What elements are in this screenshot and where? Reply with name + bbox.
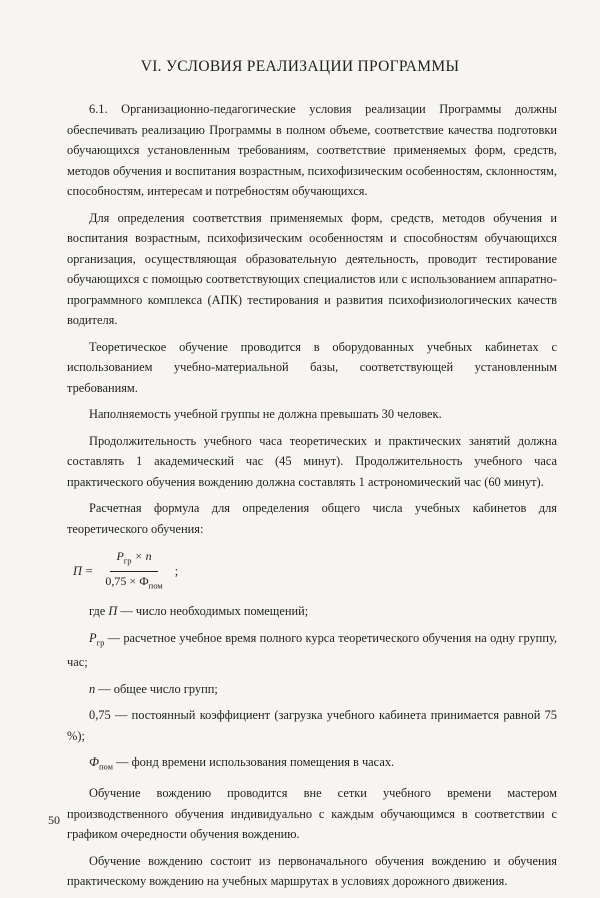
paragraph-hour-duration: Продолжительность учебного часа теоретических и практических занятий должна составлять 1 академический час (45 минут). Продолжительность учебного часа практического обучения вождению должна составлять 1 астрономический час (60 минут). [67, 433, 557, 489]
formula-tail: ; [174, 563, 179, 578]
paragraph-6-1: 6.1. Организационно-педагогические условия реализации Программы должны обеспечивать реализацию Программы в полном объеме, соответствие качества подготовки обучающихся установленным требованиям, соответствие применяемых форм, средств, методов обучения и воспитания возрастным, психофизическим особенностям, склонностям, способностям, интересам и потребностям обучающихся. [67, 102, 557, 198]
definition-prg: $P_{гр}$ — расчетное учебное время полного курса теоретического обучения на одну группу, час; [67, 630, 557, 670]
formula-numerator: $P_{гр} \times n$ [110, 549, 157, 571]
paragraph-group-size: Наполняемость учебной группы не должна превышать 30 человек. [89, 407, 442, 421]
definition-n: n — общее число групп; [89, 681, 218, 696]
room-count-formula [73, 551, 557, 591]
paragraph-theory: Теоретическое обучение проводится в оборудованных учебных кабинетах с использованием учебно-материальной базы, соответствующей установленным требованиям. [67, 339, 557, 395]
formula-lhs: П = [73, 563, 94, 578]
section-heading: VI. УСЛОВИЯ РЕАЛИЗАЦИИ ПРОГРАММЫ [140, 58, 460, 75]
definition-coefficient: 0,75 — постоянный коэффициент (загрузка учебного кабинета принимается равной 75 %); [67, 708, 557, 743]
paragraph-driving-structure: Обучение вождению состоит из первоначального обучения вождению и обучения практическому вождению на учебных маршрутах в условиях дорожного движения. [67, 853, 557, 889]
definition-p: где П — число необходимых помещений; [89, 604, 309, 618]
paragraph-driving-schedule: Обучение вождению проводится вне сетки учебного времени мастером производственного обучения индивидуально с каждым обучающимся в соответствии с графиком очередности обучения вождению. [67, 786, 557, 842]
body-text [67, 99, 557, 898]
page-number: 50 [48, 813, 60, 827]
paragraph-testing: Для определения соответствия применяемых форм, средств, методов обучения и воспитания возрастным, психофизическим особенностям и способностям обучающихся организация, осуществляющая образовательную деятельность, проводит тестирование обучающихся с помощью соответствующих специалистов или с использованием аппаратно-программного комплекса (АПК) тестирования и развития психофизиологических качеств водителя. [67, 210, 557, 327]
formula-denominator: $0,75 \times Ф_{пом}$ [105, 573, 163, 590]
paragraph-formula-intro: Расчетная формула для определения общего числа учебных кабинетов для теоретического обучения: [67, 501, 557, 536]
definition-fpom: $Ф_{пом}$ — фонд времени использования помещения в часах. [89, 755, 395, 772]
formula-fraction [99, 549, 168, 593]
